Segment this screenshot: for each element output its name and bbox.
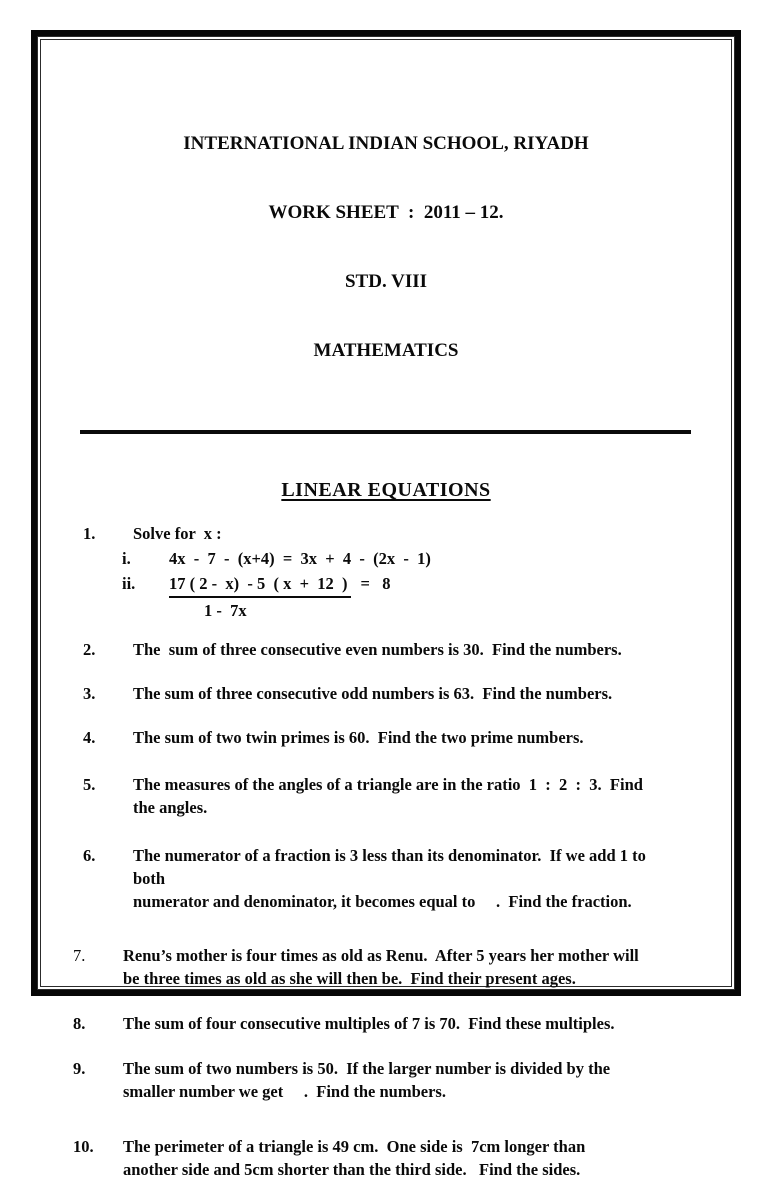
question-text: The sum of four consecutive multiples of 7 is 70. Find these multiples. <box>123 1014 615 1033</box>
question-text: Renu’s mother is four times as old as Renu. After 5 years her mother will <box>123 946 639 965</box>
question-8 <box>73 1012 695 1035</box>
question-6 <box>83 844 695 913</box>
question-number: 9. <box>73 1059 86 1078</box>
question-text: The sum of three consecutive odd numbers is 63. Find the numbers. <box>133 684 613 703</box>
worksheet-page-border <box>31 30 741 1179</box>
question-text: smaller number we get . Find the numbers. <box>123 1082 446 1101</box>
question-text: The perimeter of a triangle is 49 cm. One side is 7cm longer than <box>123 1137 586 1156</box>
question-number: 3. <box>83 684 96 703</box>
question-number: 6. <box>83 846 96 865</box>
question-2 <box>83 638 695 661</box>
part-label: i. <box>122 549 131 568</box>
grade-level: STD. VIII <box>344 271 428 292</box>
question-text: The sum of two twin primes is 60. Find the two prime numbers. <box>133 728 584 747</box>
question-9 <box>73 1057 695 1103</box>
question-list <box>73 522 695 1181</box>
fraction-numerator: 17 ( 2 - x) - 5 ( x + 12 ) <box>169 572 351 598</box>
equation: 4x - 7 - (x+4) = 3x + 4 - (2x - 1) <box>169 549 431 568</box>
question-number: 7. <box>73 946 86 965</box>
question-4 <box>83 726 695 749</box>
question-7 <box>73 944 695 990</box>
header-divider <box>80 430 691 434</box>
school-name: INTERNATIONAL INDIAN SCHOOL, RIYADH <box>183 133 589 154</box>
subject-name: MATHEMATICS <box>313 340 459 361</box>
question-1-part-i <box>122 547 695 570</box>
question-1 <box>83 522 695 622</box>
question-text: The sum of three consecutive even numbers is 30. Find the numbers. <box>133 640 622 659</box>
question-text: both <box>133 869 166 888</box>
fraction <box>169 572 351 622</box>
question-number: 8. <box>73 1014 86 1033</box>
question-number: 1. <box>83 524 96 543</box>
page-content <box>41 40 731 1179</box>
fraction-denominator: 1 - 7x <box>204 601 247 620</box>
question-number: 2. <box>83 640 96 659</box>
question-3 <box>83 682 695 705</box>
question-number: 10. <box>73 1137 94 1156</box>
part-label: ii. <box>122 574 136 593</box>
question-number: 4. <box>83 728 96 747</box>
question-text: another side and 5cm shorter than the third side. Find the sides. <box>123 1160 581 1179</box>
equation-with-fraction <box>169 572 391 622</box>
document-header <box>41 86 731 408</box>
section-title: LINEAR EQUATIONS <box>281 479 491 501</box>
question-10 <box>73 1135 695 1181</box>
question-text: The measures of the angles of a triangle are in the ratio 1 : 2 : 3. Find <box>133 775 643 794</box>
question-text: Solve for x : <box>133 524 222 543</box>
question-1-part-ii <box>122 572 695 622</box>
page-border-inner-line <box>37 36 735 1179</box>
question-text: the angles. <box>133 798 208 817</box>
equation-rhs: = 8 <box>360 574 391 593</box>
question-text: The numerator of a fraction is 3 less than its denominator. If we add 1 to <box>133 846 646 865</box>
question-text: numerator and denominator, it becomes equal to . Find the fraction. <box>133 892 632 911</box>
question-text: The sum of two numbers is 50. If the larger number is divided by the <box>123 1059 611 1078</box>
question-text: be three times as old as she will then be. Find their present ages. <box>123 969 576 988</box>
worksheet-year: WORK SHEET : 2011 – 12. <box>268 202 504 223</box>
question-number: 5. <box>83 775 96 794</box>
question-5 <box>83 773 695 819</box>
